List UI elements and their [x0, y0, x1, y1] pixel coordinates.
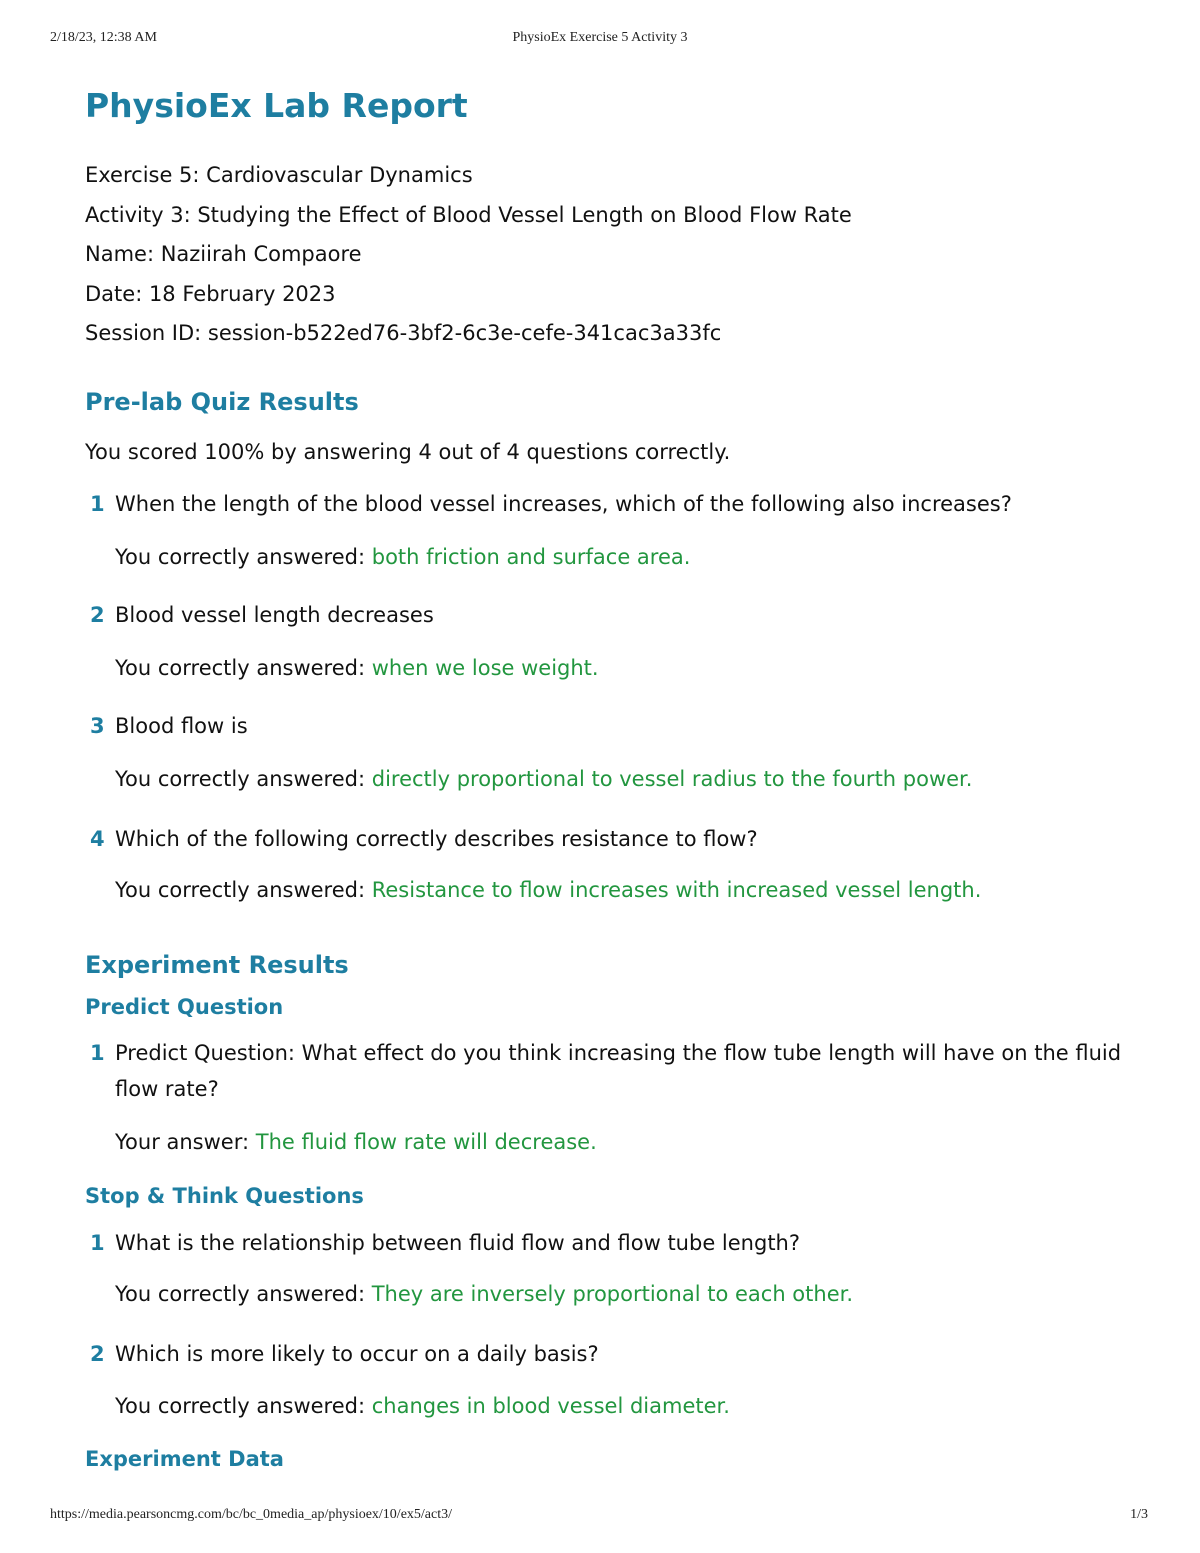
name-line: Name: Naziirah Compaore [85, 242, 362, 266]
prelab-answer [85, 650, 1145, 686]
prelab-score: You scored 100% by answering 4 out of 4 questions correctly. [85, 439, 731, 464]
question-number: 1 [90, 491, 105, 516]
prelab-answer [85, 872, 1145, 908]
question-text: Which of the following correctly describes resistance to flow? [115, 826, 758, 851]
prelab-question [85, 708, 1145, 744]
predict-heading: Predict Question [85, 994, 284, 1019]
exercise-line: Exercise 5: Cardiovascular Dynamics [85, 163, 473, 187]
report-meta [85, 156, 1145, 354]
question-text: What is the relationship between fluid flow and flow tube length? [115, 1230, 801, 1255]
print-footer [0, 1507, 1200, 1527]
report-title: PhysioEx Lab Report [85, 86, 468, 125]
prelab-question [85, 486, 1145, 522]
prelab-question [85, 821, 1145, 857]
page-number: 1/3 [1130, 1507, 1148, 1522]
stop-think-question [85, 1336, 1145, 1372]
question-text: When the length of the blood vessel increases, which of the following also increases? [115, 491, 1012, 516]
answer-value: The fluid flow rate will decrease. [255, 1129, 597, 1154]
answer-prefix: You correctly answered: [115, 766, 372, 791]
experiment-data-heading: Experiment Data [85, 1446, 284, 1471]
lab-report [85, 82, 1145, 1474]
question-text: Which is more likely to occur on a daily basis? [115, 1341, 599, 1366]
answer-prefix: You correctly answered: [115, 1281, 372, 1306]
print-header [0, 30, 1200, 50]
answer-value: Resistance to flow increases with increased vessel length. [371, 877, 982, 902]
session-line: Session ID: session-b522ed76-3bf2-6c3e-cefe-341cac3a33fc [85, 321, 722, 345]
question-number: 4 [90, 826, 105, 851]
answer-value: both friction and surface area. [371, 544, 691, 569]
answer-prefix: You correctly answered: [115, 1393, 372, 1418]
question-text: Blood vessel length decreases [115, 602, 434, 627]
stop-think-answer [85, 1276, 1145, 1312]
question-number: 2 [90, 1341, 105, 1366]
prelab-question [85, 597, 1145, 633]
predict-question [85, 1035, 1145, 1107]
date-line: Date: 18 February 2023 [85, 281, 336, 306]
answer-value: They are inversely proportional to each other. [371, 1281, 853, 1306]
answer-prefix: You correctly answered: [115, 655, 372, 680]
question-text: Predict Question: What effect do you think increasing the flow tube length will have on the fluid flow rate? [115, 1040, 1122, 1101]
print-title: PhysioEx Exercise 5 Activity 3 [512, 30, 688, 45]
experiment-heading: Experiment Results [85, 950, 349, 979]
answer-value: when we lose weight. [371, 655, 599, 680]
activity-line: Activity 3: Studying the Effect of Blood Vessel Length on Blood Flow Rate [85, 202, 852, 227]
print-url: https://media.pearsoncmg.com/bc/bc_0media_ap/physioex/10/ex5/act3/ [50, 1507, 453, 1522]
print-datetime: 2/18/23, 12:38 AM [50, 30, 157, 45]
question-number: 1 [90, 1230, 105, 1255]
answer-value: directly proportional to vessel radius to the fourth power. [371, 766, 973, 791]
question-number: 3 [90, 713, 105, 738]
answer-prefix: Your answer: [115, 1129, 256, 1154]
prelab-heading: Pre-lab Quiz Results [85, 387, 359, 416]
predict-answer [85, 1124, 1145, 1160]
answer-value: changes in blood vessel diameter. [371, 1393, 730, 1418]
question-text: Blood flow is [115, 713, 248, 738]
stop-think-heading: Stop & Think Questions [85, 1183, 364, 1208]
question-number: 2 [90, 602, 105, 627]
answer-prefix: You correctly answered: [115, 544, 372, 569]
answer-prefix: You correctly answered: [115, 877, 372, 902]
prelab-answer [85, 761, 1145, 797]
stop-think-question [85, 1225, 1145, 1261]
question-number: 1 [90, 1040, 105, 1065]
prelab-answer [85, 539, 1145, 575]
stop-think-answer [85, 1388, 1145, 1424]
